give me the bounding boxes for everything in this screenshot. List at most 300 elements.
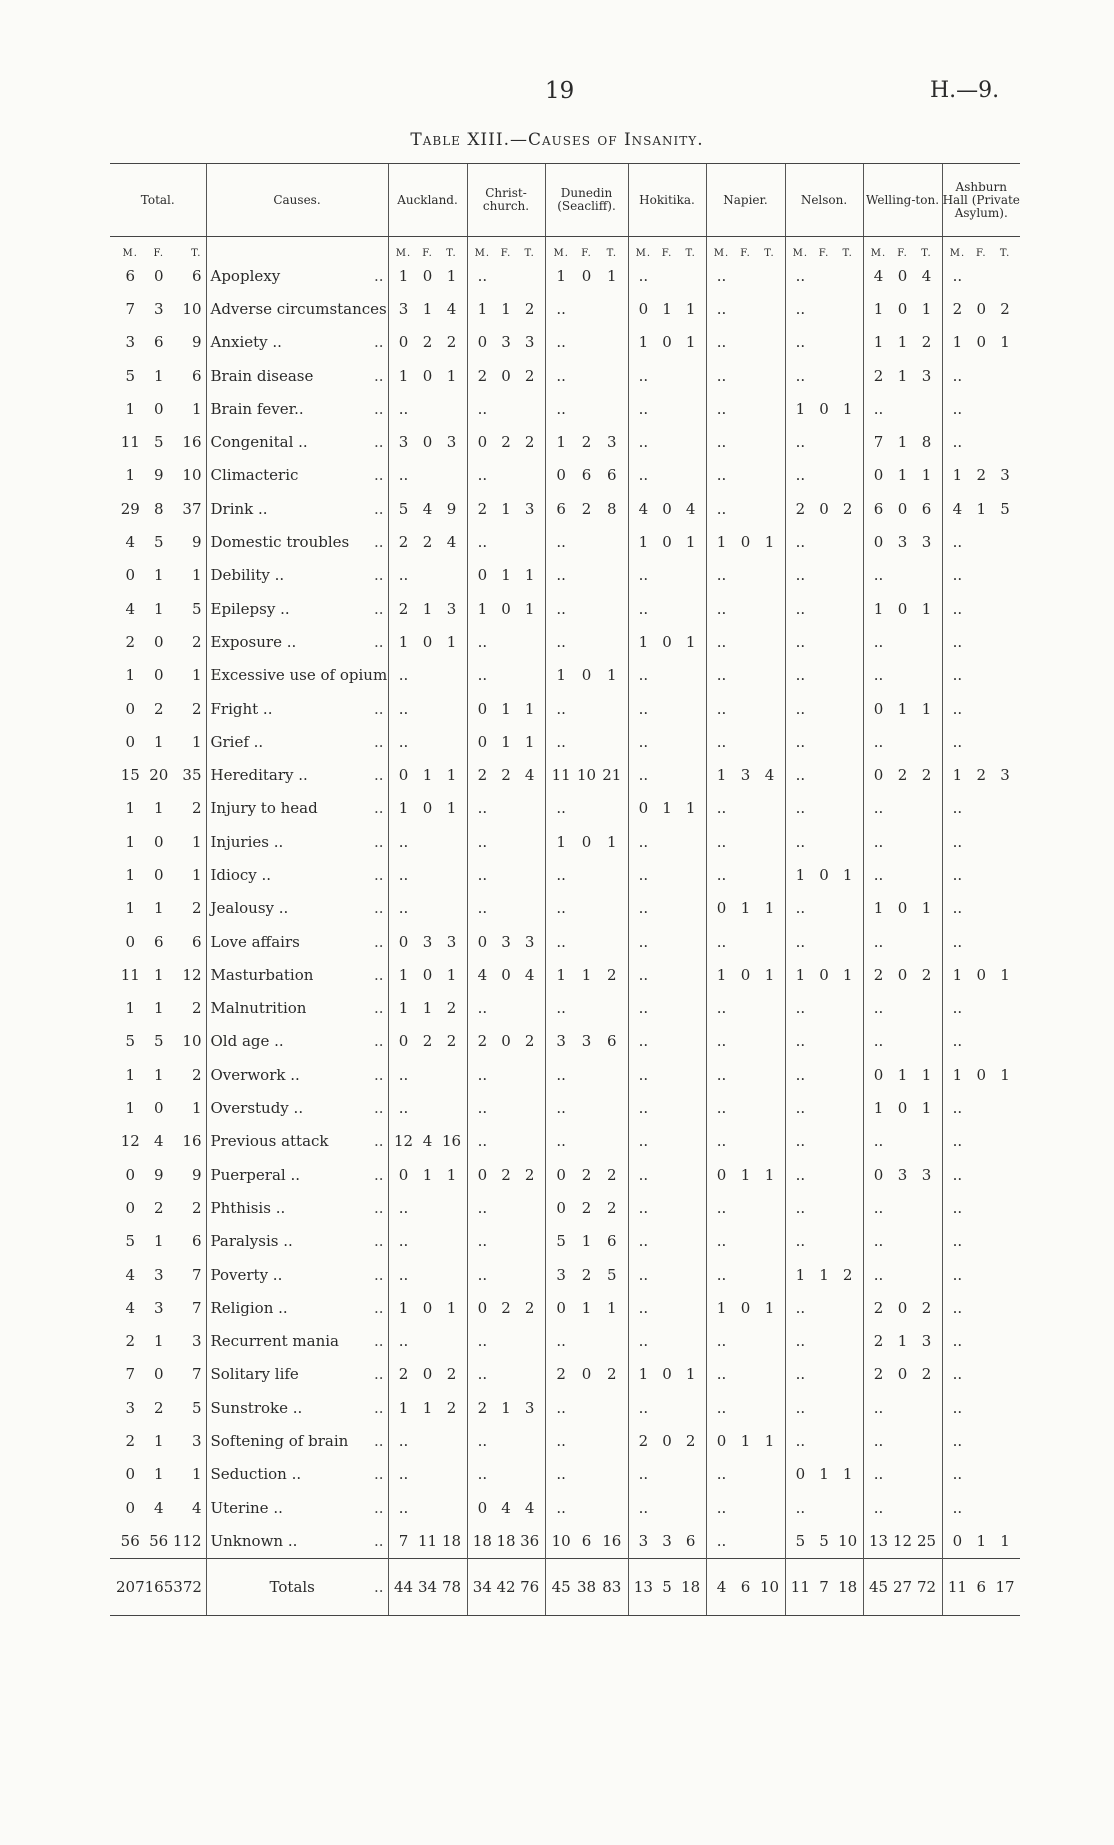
total-value: 207 [116, 1577, 145, 1596]
asylum-value: 42 [496, 1577, 516, 1596]
mft-labels [943, 248, 1021, 259]
asylum-cell [467, 1291, 545, 1324]
asylum-values [786, 899, 863, 917]
asylum-value: 1 [446, 1165, 457, 1184]
asylum-cell [706, 1391, 785, 1424]
asylum-cell [706, 1025, 785, 1058]
table-row [110, 1458, 1020, 1491]
asylum-value: 3 [398, 299, 409, 318]
total-values [110, 999, 206, 1017]
asylum-cell [545, 1225, 628, 1258]
asylum-value [758, 933, 782, 951]
asylum-value: .. [477, 1065, 488, 1084]
asylum-value: 7 [819, 1577, 829, 1596]
asylum-value: 36 [520, 1531, 540, 1550]
asylum-value: 1 [422, 599, 433, 618]
asylum-cell [785, 459, 863, 492]
total-value: 2 [191, 632, 202, 651]
asylum-value: .. [952, 1298, 963, 1317]
mft-label: F. [740, 248, 751, 259]
asylum-values [629, 899, 706, 917]
asylum-values [468, 833, 545, 851]
asylum-values [389, 899, 467, 917]
asylum-value: .. [952, 732, 963, 751]
asylum-values [468, 533, 545, 551]
asylum-cell [467, 492, 545, 525]
asylum-cell [785, 1025, 863, 1058]
asylum-value: 1 [952, 965, 963, 984]
asylum-values [864, 1399, 942, 1417]
asylum-cell [545, 958, 628, 991]
asylum-value [812, 1499, 836, 1517]
asylum-values [786, 700, 863, 718]
cause-label: Previous attack [210, 1132, 329, 1151]
mft-label: M. [949, 248, 966, 259]
asylum-value: .. [477, 1198, 488, 1217]
asylum-cell [785, 892, 863, 925]
asylum-value: 9 [446, 499, 457, 518]
total-cell [110, 1524, 206, 1558]
asylum-value: 0 [976, 1065, 987, 1084]
total-values [110, 700, 206, 718]
asylum-value: 0 [477, 932, 488, 951]
asylum-values [468, 700, 545, 718]
cause-label: Malnutrition [210, 999, 307, 1018]
cause-label: Adverse circumstances [210, 299, 387, 318]
asylum-value [655, 933, 679, 951]
asylum-value [993, 933, 1017, 951]
asylum-cell [863, 1125, 942, 1158]
asylum-value [518, 799, 542, 817]
asylum-value: 3 [662, 1531, 672, 1550]
asylum-value: 1 [477, 599, 488, 618]
asylum-value [679, 1266, 703, 1284]
total-value: 6 [153, 932, 164, 951]
asylum-value [734, 267, 758, 285]
asylum-value [734, 400, 758, 418]
asylum-cell [388, 592, 467, 625]
total-cell [110, 1325, 206, 1358]
total-value: 1 [153, 1432, 164, 1451]
asylum-value [915, 866, 939, 884]
asylum-value: 1 [446, 799, 457, 818]
asylum-cell [863, 625, 942, 658]
asylum-values [468, 999, 545, 1017]
asylum-values [786, 1166, 863, 1184]
asylum-value [679, 400, 703, 418]
asylum-value: .. [556, 599, 566, 618]
total-value: 9 [191, 333, 202, 352]
total-value: 12 [182, 965, 202, 984]
asylum-value [734, 300, 758, 318]
total-value: 3 [153, 299, 164, 318]
total-value: 15 [120, 766, 140, 785]
asylum-values [943, 1166, 1021, 1184]
asylum-values [468, 300, 545, 318]
asylum-values [546, 433, 628, 451]
asylum-value [836, 1499, 860, 1517]
asylum-values [468, 1432, 545, 1450]
asylum-value [679, 600, 703, 618]
asylum-cell [545, 758, 628, 791]
asylum-value: 1 [398, 799, 409, 818]
asylum-values [707, 933, 785, 951]
asylum-value: 2 [873, 1298, 884, 1317]
asylum-cell [942, 1125, 1020, 1158]
asylum-values [389, 966, 467, 984]
table-row [110, 1358, 1020, 1391]
asylum-value: 1 [398, 266, 409, 285]
asylum-values [707, 1032, 785, 1050]
total-cell [110, 492, 206, 525]
total-value: 0 [153, 865, 164, 884]
total-value: 1 [153, 599, 164, 618]
asylum-value: .. [638, 1332, 649, 1351]
table-row [110, 1325, 1020, 1358]
asylum-value: .. [398, 1465, 409, 1484]
asylum-cell [706, 1491, 785, 1524]
asylum-value [812, 466, 836, 484]
asylum-value: .. [716, 466, 727, 485]
asylum-value: 0 [422, 799, 433, 818]
asylum-cell [467, 958, 545, 991]
asylum-cell [863, 992, 942, 1025]
table-row [110, 1158, 1020, 1191]
asylum-value: 1 [446, 965, 457, 984]
asylum-value: 2 [607, 1198, 617, 1217]
asylum-values [786, 433, 863, 451]
asylum-values [786, 1532, 863, 1550]
asylum-cell [628, 326, 706, 359]
asylum-value [518, 1365, 542, 1383]
asylum-values [389, 267, 467, 285]
asylum-value: .. [477, 399, 488, 418]
asylum-values [864, 1299, 942, 1317]
asylum-values [389, 733, 467, 751]
asylum-value: .. [398, 1332, 409, 1351]
asylum-cell [706, 1091, 785, 1124]
asylum-cell [467, 459, 545, 492]
asylum-cell [467, 892, 545, 925]
total-values [110, 733, 206, 751]
total-values [110, 267, 206, 285]
cause-cell [206, 692, 388, 725]
asylum-value: 0 [422, 433, 433, 452]
asylum-values [943, 433, 1021, 451]
asylum-value: 0 [477, 433, 488, 452]
cause-cell [206, 1491, 388, 1524]
asylum-cell [863, 425, 942, 458]
total-value: 2 [191, 799, 202, 818]
asylum-value: 0 [740, 533, 751, 552]
asylum-value: 1 [581, 1298, 592, 1317]
asylum-value [574, 899, 599, 917]
asylum-cell [388, 725, 467, 758]
asylum-values [629, 633, 706, 651]
asylum-values [864, 933, 942, 951]
leader-dots: .. [373, 1432, 384, 1451]
asylum-values [389, 1066, 467, 1084]
asylum-value: .. [398, 399, 409, 418]
leader-dots: .. [373, 632, 384, 651]
asylum-cell [467, 359, 545, 392]
asylum-values [629, 999, 706, 1017]
asylum-cell [388, 858, 467, 891]
asylum-values [389, 700, 467, 718]
asylum-value: 0 [477, 1498, 488, 1517]
cause-label: Puerperal .. [210, 1165, 300, 1184]
asylum-values [786, 799, 863, 817]
asylum-value: 1 [446, 266, 457, 285]
asylum-values [864, 1532, 942, 1550]
asylum-cell [785, 326, 863, 359]
asylum-values [864, 966, 942, 984]
asylum-values [943, 1132, 1021, 1150]
asylum-value: 1 [556, 832, 566, 851]
asylum-value [812, 766, 836, 784]
asylum-value: 1 [897, 433, 908, 452]
asylum-value: .. [952, 1032, 963, 1051]
asylum-values [707, 466, 785, 484]
cause-cell [206, 1291, 388, 1324]
cause-label: Fright .. [210, 699, 273, 718]
asylum-value [655, 733, 679, 751]
asylum-values [786, 666, 863, 684]
leader-dots: .. [373, 399, 384, 418]
asylum-value [734, 1365, 758, 1383]
asylum-values [707, 400, 785, 418]
asylum-cell [628, 758, 706, 791]
asylum-value: 2 [921, 1365, 932, 1384]
asylum-value [440, 566, 464, 584]
asylum-values [707, 267, 785, 285]
asylum-cell [706, 292, 785, 325]
asylum-values [943, 566, 1021, 584]
asylum-value [655, 367, 679, 385]
asylum-value: 1 [398, 999, 409, 1018]
asylum-value [891, 799, 915, 817]
leader-dots: .. [373, 832, 384, 851]
asylum-value: 0 [501, 1032, 511, 1051]
asylum-value: .. [638, 566, 649, 585]
asylum-value [969, 799, 993, 817]
asylum-value: 4 [764, 766, 775, 785]
asylum-value [812, 1365, 836, 1383]
total-value: 10 [182, 466, 202, 485]
asylum-value [969, 700, 993, 718]
asylum-value [993, 999, 1017, 1017]
asylum-value: 0 [819, 965, 829, 984]
asylum-values [629, 1299, 706, 1317]
asylum-values [389, 300, 467, 318]
asylum-value: 2 [607, 1165, 617, 1184]
mft-label: F. [975, 248, 987, 259]
asylum-value: .. [795, 1132, 806, 1151]
cause-wrap [207, 899, 388, 917]
asylum-values [546, 267, 628, 285]
asylum-cell [628, 259, 706, 292]
total-value: 0 [153, 666, 164, 685]
mft-label: F. [422, 248, 433, 259]
leader-dots: .. [373, 732, 384, 751]
asylum-value [836, 1432, 860, 1450]
asylum-values [943, 367, 1021, 385]
asylum-value: 18 [838, 1577, 858, 1596]
asylum-values [943, 1066, 1021, 1084]
asylum-cell [388, 1524, 467, 1558]
mft-label: M. [870, 248, 887, 259]
asylum-values [629, 799, 706, 817]
asylum-value: 1 [524, 599, 535, 618]
leader-dots: .. [373, 932, 384, 951]
cause-cell [206, 892, 388, 925]
asylum-value: .. [952, 932, 963, 951]
asylum-cell [785, 625, 863, 658]
asylum-value [655, 466, 679, 484]
asylum-values [786, 733, 863, 751]
asylum-cell [388, 1125, 467, 1158]
asylum-value: .. [638, 1032, 649, 1051]
asylum-values [786, 466, 863, 484]
asylum-value: 0 [556, 1198, 566, 1217]
asylum-value [758, 999, 782, 1017]
asylum-value [758, 1499, 782, 1517]
asylum-cell [628, 625, 706, 658]
asylum-value: 1 [873, 899, 884, 918]
asylum-value [518, 899, 542, 917]
asylum-value: .. [795, 632, 806, 651]
cause-label: Phthisis .. [210, 1198, 286, 1217]
asylum-value [891, 1032, 915, 1050]
asylum-value: 10 [759, 1577, 780, 1596]
asylum-value [993, 1166, 1017, 1184]
asylum-cell [942, 758, 1020, 791]
asylum-value [518, 1332, 542, 1350]
table-row [110, 1258, 1020, 1291]
asylum-value [440, 1465, 464, 1483]
cause-label: Anxiety .. [210, 333, 282, 352]
asylum-value: .. [398, 1198, 409, 1217]
asylum-value: 2 [921, 766, 932, 785]
cause-cell [206, 1524, 388, 1558]
page-number: 19 [545, 78, 575, 104]
asylum-value [758, 500, 782, 518]
cause-label: Sunstroke .. [210, 1398, 303, 1417]
asylum-cell [942, 1091, 1020, 1124]
asylum-cell [388, 1391, 467, 1424]
asylum-values [546, 1166, 628, 1184]
asylum-value [993, 1465, 1017, 1483]
asylum-cell [942, 592, 1020, 625]
asylum-cell [706, 459, 785, 492]
asylum-value: .. [556, 1432, 566, 1451]
cause-wrap [207, 633, 388, 651]
asylum-value: 1 [685, 799, 696, 818]
asylum-value [679, 1132, 703, 1150]
total-cell [110, 392, 206, 425]
asylum-value: 0 [477, 1298, 488, 1317]
asylum-value: 1 [501, 1398, 511, 1417]
total-value: 0 [153, 832, 164, 851]
asylum-value: 2 [501, 433, 511, 452]
asylum-value: 2 [398, 533, 409, 552]
asylum-value: 2 [607, 1365, 617, 1384]
asylum-value: .. [716, 1498, 727, 1517]
asylum-value [969, 400, 993, 418]
asylum-value [679, 866, 703, 884]
total-values [110, 500, 206, 518]
table-title: Table XIII.—Causes of Insanity. [410, 130, 704, 150]
asylum-value: 1 [556, 266, 566, 285]
asylum-value [915, 1399, 939, 1417]
cause-cell [206, 1558, 388, 1615]
asylum-value [440, 1232, 464, 1250]
asylum-value: 1 [921, 899, 932, 918]
total-cell [110, 559, 206, 592]
asylum-cell [628, 925, 706, 958]
asylum-value [416, 700, 440, 718]
asylum-value: 2 [976, 466, 987, 485]
header-asylum: Napier. [706, 164, 785, 237]
asylum-cell [545, 492, 628, 525]
asylum-value: .. [795, 699, 806, 718]
asylum-values [864, 1266, 942, 1284]
asylum-value [915, 1266, 939, 1284]
asylum-values [943, 899, 1021, 917]
asylum-value [599, 333, 624, 351]
asylum-values [546, 533, 628, 551]
asylum-value [494, 1199, 518, 1217]
subheader-cell [628, 237, 706, 260]
asylum-value: .. [556, 1099, 566, 1118]
asylum-cell [545, 1058, 628, 1091]
cause-cell [206, 492, 388, 525]
asylum-values [943, 966, 1021, 984]
asylum-values [468, 400, 545, 418]
asylum-value: .. [873, 1132, 884, 1151]
asylum-value: 16 [441, 1132, 462, 1151]
asylum-value: 5 [819, 1531, 829, 1550]
asylum-value: 1 [921, 299, 932, 318]
total-cell [110, 1058, 206, 1091]
total-value: 3 [125, 333, 136, 352]
asylum-value [758, 333, 782, 351]
asylum-value [416, 566, 440, 584]
asylum-value: .. [952, 433, 963, 452]
asylum-value [836, 1166, 860, 1184]
asylum-value [416, 1099, 440, 1117]
asylum-value [655, 1299, 679, 1317]
asylum-value [679, 1099, 703, 1117]
asylum-value: 1 [795, 1265, 806, 1284]
leader-dots: .. [373, 1498, 384, 1517]
asylum-value: 2 [477, 1032, 488, 1051]
asylum-value [599, 566, 624, 584]
asylum-value [758, 799, 782, 817]
cause-wrap [207, 1232, 388, 1250]
asylum-value [993, 1232, 1017, 1250]
asylum-cell [628, 459, 706, 492]
asylum-value: .. [795, 932, 806, 951]
asylum-value: 2 [921, 965, 932, 984]
asylum-cell [545, 1258, 628, 1291]
asylum-value [836, 600, 860, 618]
asylum-value [494, 999, 518, 1017]
asylum-value: .. [638, 766, 649, 785]
asylum-values [943, 1399, 1021, 1417]
mft-labels [707, 248, 785, 259]
asylum-cell [785, 525, 863, 558]
